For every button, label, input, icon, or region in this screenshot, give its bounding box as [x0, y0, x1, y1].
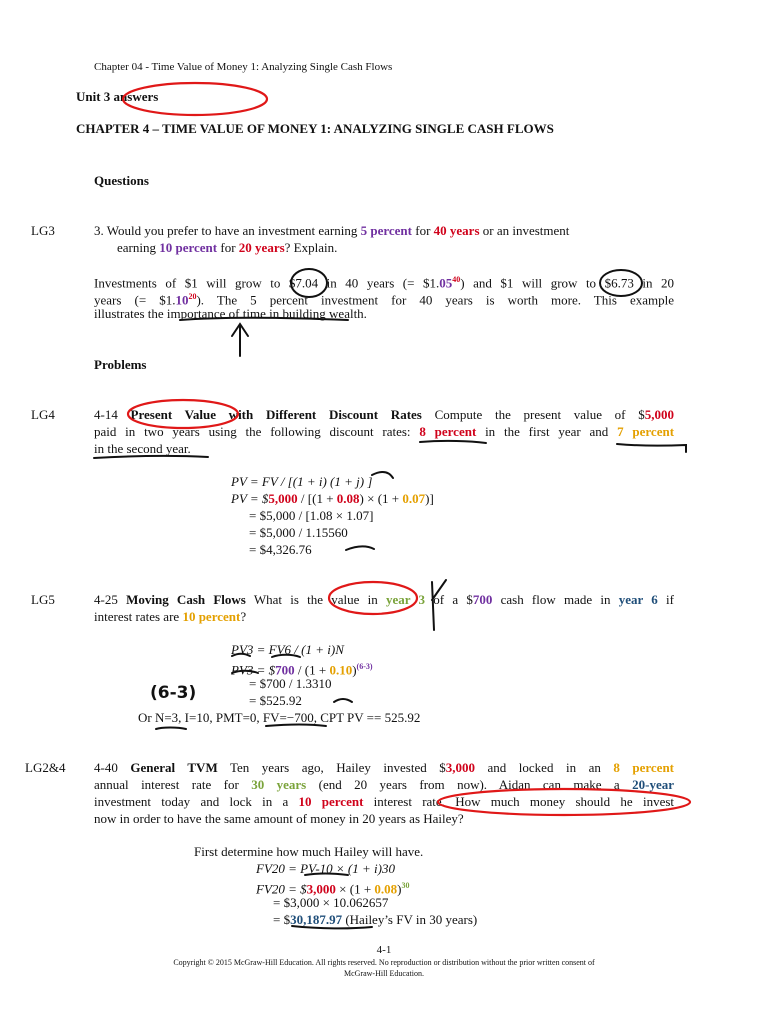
underline-stroke [180, 318, 348, 320]
problem-4-25-line-2: interest rates are 10 percent? [94, 609, 247, 624]
problem-4-40-line-1: 4-40 General TVM Ten years ago, Hailey invested $3,000 and locked in an 8 percent [94, 760, 675, 775]
problem-4-40-line-2: annual interest rate for 30 years (end 20 years from now). Aidan can make a 20-year [94, 777, 674, 792]
red-circle-annotation [329, 582, 417, 614]
answer-3-line-1: Investments of $1 will grow to $7.04 in 40 years (= $\$1.05^{40}$) and $1 will grow to $6.73 in 20 [94, 275, 675, 291]
questions-heading: Questions [94, 173, 149, 188]
copyright-line-1: Copyright © 2015 McGraw-Hill Education. All rights reserved. No reproduction or distribution without the prior written consent of [173, 958, 595, 967]
equation-line: = $5,000 / 1.15560 [249, 525, 348, 540]
equation-line: = $700 / 1.3310 [249, 676, 332, 691]
underline-stroke [232, 671, 258, 673]
problem-4-40-line-4: now in order to have the same amount of money in 20 years as Hailey? [94, 811, 464, 826]
equation-line: PV = $5,000 / [(1 + 0.08) × (1 + 0.07)] [231, 491, 434, 506]
equation-line: = $4,326.76 [249, 542, 312, 557]
arrow-up-stroke [232, 324, 248, 356]
question-3-line-1: 3. Would you prefer to have an investment earning 5 percent for 40 years or an investment [94, 223, 570, 238]
underline-stroke [94, 456, 208, 458]
red-circle-annotation [123, 83, 267, 115]
lg-tag: LG4 [31, 407, 55, 422]
check-stroke [372, 472, 393, 478]
underline-stroke [420, 441, 486, 443]
equation-line: = $30,187.97 (Hailey’s FV in 30 years) [273, 912, 478, 927]
slash-stroke [432, 580, 446, 630]
equation-line: PV = FV / [(1 + i) (1 + j) ] [231, 474, 373, 489]
equation-line: FV20 = $3,000 × $(1 + 0.08)^{30}$ [256, 881, 410, 897]
lg-tag: LG3 [31, 223, 55, 238]
problem-4-14-line-1: 4-14 Present Value with Different Discount Rates Compute the present value of $5,000 [94, 407, 674, 422]
equation-line: = $3,000 × 10.062657 [273, 895, 389, 910]
lg-tag: LG5 [31, 592, 55, 607]
underline-stroke [266, 725, 326, 727]
equation-line: PV3 = $700 / $(1 + 0.10)^{(6-3)}$ [231, 662, 373, 678]
unit-label: Unit 3 answers [76, 89, 159, 104]
underline-stroke [305, 874, 348, 876]
equation-line: = $525.92 [249, 693, 302, 708]
calculator-line: Or N=3, I=10, PMT=0, FV=−700, CPT PV == 525.92 [138, 710, 421, 725]
red-circle-annotation [438, 789, 690, 815]
answer-3-line-2: years (= $\$1.10^{20}$). The 5 percent investment for 40 years is worth more. This example [94, 292, 675, 308]
copyright-line-2: McGraw-Hill Education. [344, 969, 424, 978]
problem-4-40-line-3: investment today and lock in a 10 percent interest rate. How much money should he invest [94, 794, 675, 809]
step-text: First determine how much Hailey will have. [194, 844, 424, 859]
problem-4-14-line-2: paid in two years using the following discount rates: 8 percent in the first year and 7 percent [94, 424, 675, 439]
chapter-title: CHAPTER 4 – TIME VALUE OF MONEY 1: ANALYZING SINGLE CASH FLOWS [76, 121, 554, 136]
equation-line: PV3 = FV6 / (1 + i)N [231, 642, 344, 657]
underline-stroke [617, 444, 686, 452]
problem-4-25-line-1: 4-25 Moving Cash Flows What is the value in year 3 of a $700 cash flow made in year 6 if [94, 592, 674, 607]
problem-4-14-line-3: in the second year. [94, 441, 191, 456]
black-circle-annotation [291, 269, 327, 297]
underline-stroke [232, 654, 300, 657]
black-circle-annotation [600, 270, 642, 296]
check-stroke [334, 699, 352, 702]
underline-stroke [156, 728, 186, 730]
check-stroke [346, 546, 374, 550]
lg-tag: LG2&4 [25, 760, 66, 775]
underline-stroke [292, 926, 372, 928]
question-3-line-2: earning 10 percent for 20 years? Explain. [117, 240, 338, 255]
answer-3-line-3: illustrates the importance of time in building wealth. [94, 306, 367, 321]
running-header: Chapter 04 - Time Value of Money 1: Analyzing Single Cash Flows [94, 61, 393, 73]
page-number: 4-1 [376, 944, 392, 956]
equation-line: FV20 = PV-10 × (1 + i)30 [256, 861, 395, 876]
handwritten-note: (6-3) [150, 683, 197, 703]
equation-line: = $5,000 / [1.08 × 1.07] [249, 508, 374, 523]
problems-heading: Problems [94, 357, 147, 372]
red-circle-annotation [128, 400, 238, 428]
